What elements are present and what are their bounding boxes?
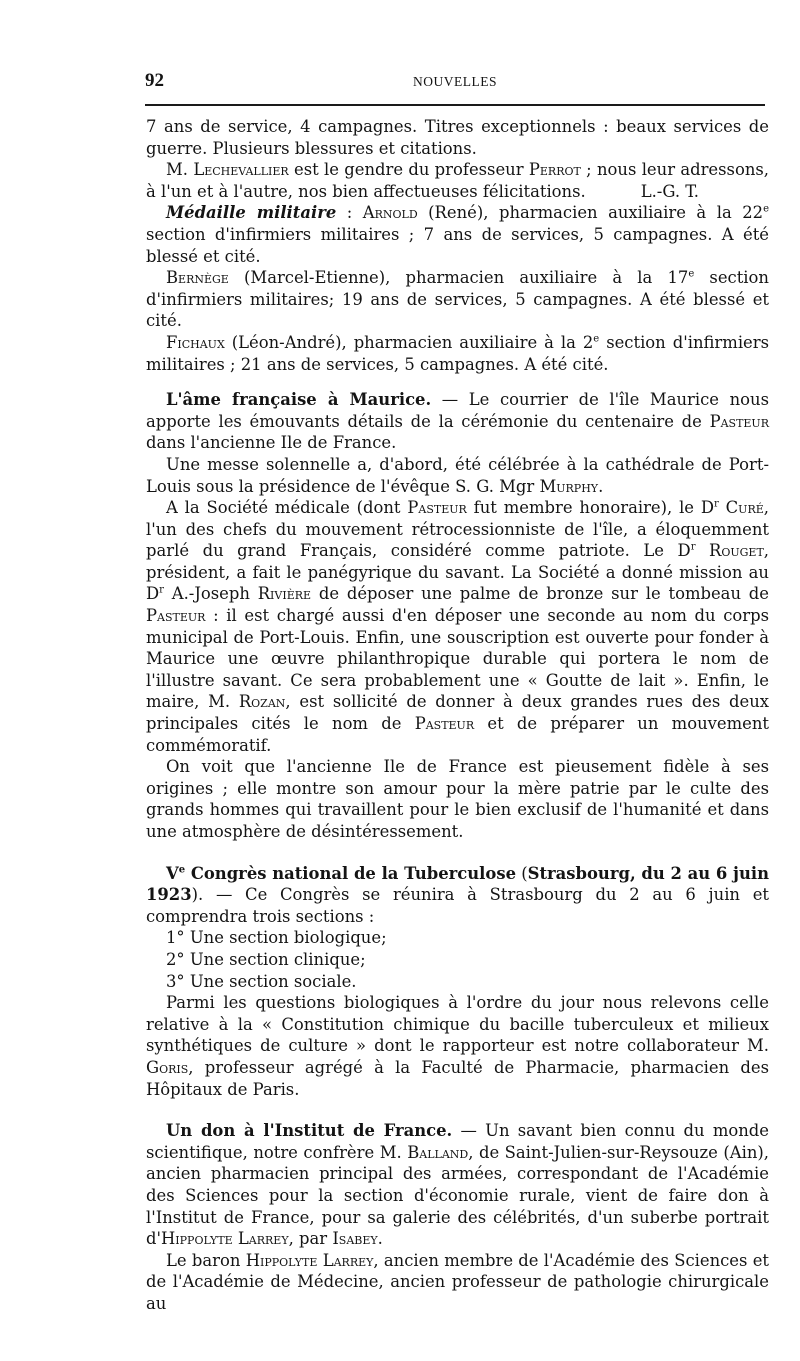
paragraph: Parmi les questions biologiques à l'ordre du jour nous relevons celle relative à la « Constitution chimique du bacille tuberculeux et milieux synthétiques de culture » dont le rapporteur est notre collaborateur M. Goris, professeur agrégé à la Faculté de Pharmacie, pharmacien des Hôpitaux de Paris. bbox=[146, 993, 769, 1099]
header-rule bbox=[145, 104, 765, 106]
paragraph: M. Lechevallier est le gendre du professeur Perrot ; nous leur adressons, à l'un et à l'autre, nos bien affectueuses félicitations. L.-G. T. bbox=[146, 160, 770, 201]
person-name: Rouget bbox=[695, 541, 764, 561]
person-name: Pasteur bbox=[414, 714, 475, 734]
paragraph: On voit que l'ancienne Ile de France est pieusement fidèle à ses origines ; elle montre son amour pour la mère patrie par le culte des grands hommes qui travaillent pour le bien exclusif de l'humanité et dans une atmosphère de désintéressement. bbox=[146, 757, 769, 841]
person-name: Perrot bbox=[528, 160, 581, 180]
signature-initials: L.-G. T. bbox=[640, 181, 699, 201]
list-item: 2° Une section clinique; bbox=[166, 949, 366, 969]
spacer bbox=[146, 375, 769, 389]
person-name: Isabey bbox=[332, 1229, 378, 1249]
paragraph: Ve Congrès national de la Tuberculose (Strasbourg, du 2 au 6 juin 1923). — Ce Congrès se réunira à Strasbourg du 2 au 6 juin et comprendra trois sections : bbox=[146, 863, 770, 926]
section-label: Médaille militaire bbox=[166, 203, 337, 223]
person-name: Balland bbox=[407, 1142, 469, 1162]
article-body bbox=[146, 116, 769, 1314]
article-title: L'âme française à Maurice. bbox=[166, 390, 432, 410]
spacer bbox=[146, 843, 769, 863]
paragraph: 7 ans de service, 4 campagnes. Titres exceptionnels : beaux services de guerre. Plusieurs blessures et citations. bbox=[146, 117, 769, 158]
paragraph: Le baron Hippolyte Larrey, ancien membre de l'Académie des Sciences et de l'Académie de Médecine, ancien professeur de pathologie chirurgicale au bbox=[146, 1250, 769, 1313]
paragraph: A la Société médicale (dont Pasteur fut membre honoraire), le $D^r$ Curé, l'un des chefs du mouvement rétrocessionniste de l'île, a éloquemment parlé du grand Français, considéré comme patriote. Le $D^r$ Rouget, président, a fait le panégyrique du savant. La Société a donné mission au $D^r$ A.-Joseph Rivière de déposer une palme de bronze sur le tombeau de Pasteur : il est chargé aussi d'en déposer une seconde au nom du corps municipal de Port-Louis. Enfin, une souscription est ouverte pour fonder à Maurice une œuvre philanthropique durable qui portera le nom de l'illustre savant. Ce sera probablement une « Goutte de lait ». Enfin, le maire, M. Rozan, est sollicité de donner à deux grandes rues des deux principales cités le nom de Pasteur et de préparer un mouvement commémoratif. bbox=[146, 498, 770, 755]
paragraph: Fichaux (Léon-André), pharmacien auxiliaire à la 2e section d'infirmiers militaires ; 21 ans de services, 5 campagnes. A été cité. bbox=[146, 332, 770, 374]
paragraph: Bernège (Marcel-Etienne), pharmacien auxiliaire à la 17e section d'infirmiers militaires; 19 ans de services, 5 campagnes. A été blessé et cité. bbox=[146, 268, 769, 331]
paragraph: L'âme française à Maurice. — Le courrier de l'île Maurice nous apporte les émouvants détails de la cérémonie du centenaire de Pasteur dans l'ancienne Ile de France. bbox=[146, 390, 769, 453]
person-name: Pasteur bbox=[709, 411, 769, 431]
person-name: Pasteur bbox=[146, 606, 206, 626]
page-number: 92 bbox=[145, 70, 164, 91]
person-name: Murphy bbox=[539, 476, 599, 496]
person-name: Goris bbox=[146, 1057, 189, 1077]
person-name: Arnold bbox=[362, 203, 418, 223]
paragraph: Médaille militaire : Arnold (René), pharmacien auxiliaire à la 22e section d'infirmiers militaires ; 7 ans de services, 5 campagnes. A été blessé et cité. bbox=[146, 203, 769, 266]
person-name: Hippolyte Larrey bbox=[245, 1250, 374, 1270]
page-header bbox=[145, 70, 765, 100]
article-title: Un don à l'Institut de France. bbox=[166, 1121, 453, 1141]
paragraph: Une messe solennelle a, d'abord, été célébrée à la cathédrale de Port-Louis sous la présidence de l'évêque S. G. Mgr Murphy. bbox=[146, 454, 769, 496]
person-name: Rivière bbox=[257, 584, 312, 604]
running-title: NOUVELLES bbox=[413, 74, 497, 89]
list-item: 1° Une section biologique; bbox=[166, 928, 387, 948]
person-name: Lechevallier bbox=[193, 160, 289, 180]
event-dates: Strasbourg, du 2 au 6 juin 1923 bbox=[146, 863, 770, 905]
person-name: Pasteur bbox=[407, 498, 467, 518]
list-item: 3° Une section sociale. bbox=[166, 971, 357, 991]
article-title: Ve Congrès national de la Tuberculose bbox=[166, 863, 516, 883]
person-name: Curé bbox=[718, 498, 764, 518]
person-name: Rozan bbox=[238, 692, 286, 712]
person-name: Hippolyte Larrey bbox=[161, 1229, 289, 1249]
paragraph: Un don à l'Institut de France. — Un savant bien connu du monde scientifique, notre confrère M. Balland, de Saint-Julien-sur-Reysouze (Ain), ancien pharmacien principal des armées, correspondant de l'Académie des Sciences pour la section d'économie rurale, vient de faire don à l'Institut de France, pour sa galerie des célébrités, d'un suberbe portrait d'Hippolyte Larrey, par Isabey. bbox=[146, 1121, 769, 1249]
person-name: Fichaux bbox=[166, 332, 225, 352]
spacer bbox=[146, 1100, 769, 1120]
person-name: Bernège bbox=[166, 268, 229, 288]
